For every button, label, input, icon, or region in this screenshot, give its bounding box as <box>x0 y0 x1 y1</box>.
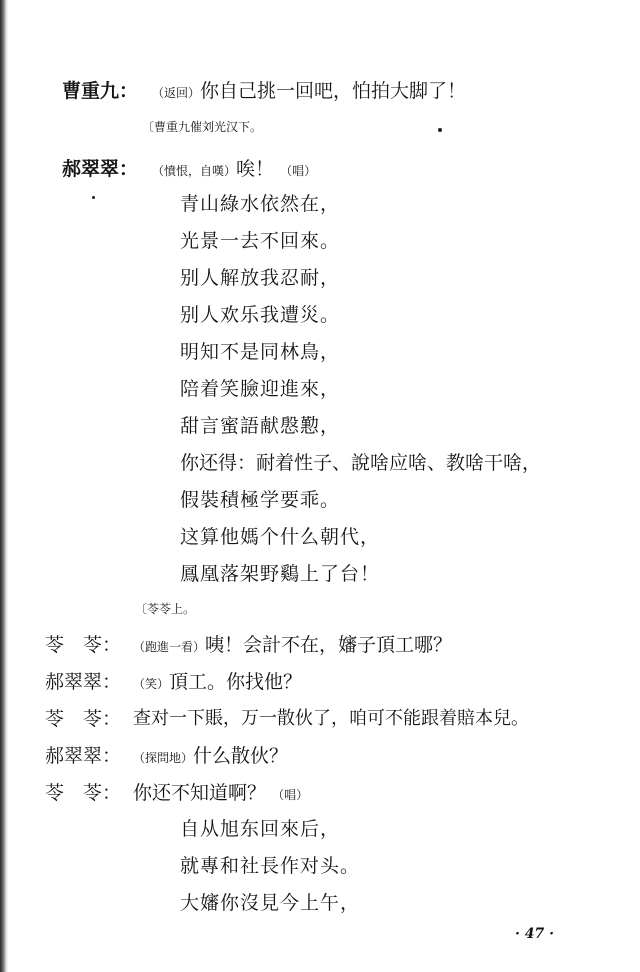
verse-line: 假裝積極学要乖。 <box>180 489 341 511</box>
verse-line: 大嬸你沒見今上午， <box>180 892 361 914</box>
verse-line: 别人欢乐我遭災。 <box>180 304 341 326</box>
stage-direction-tail: （唱） <box>280 164 317 178</box>
page-scan-edge <box>0 0 8 972</box>
speaker-name: 苓 苓： <box>45 634 122 656</box>
dialogue-text <box>133 741 288 768</box>
dialogue-text <box>152 76 466 103</box>
speech-text: 查对一下賬，万一散伙了，咱可不能跟着賠本兒。 <box>133 708 529 729</box>
stage-direction: （憤恨，自嘆） <box>152 164 237 178</box>
stage-note: 〔曹重九催刘光汉下。 <box>142 120 263 134</box>
verse-line: 甜言蜜語献慇懃， <box>180 415 341 437</box>
scan-speck <box>92 196 95 199</box>
verse-line: 就專和社長作对头。 <box>180 855 361 877</box>
stage-direction-tail: （唱） <box>272 788 309 802</box>
speech-text: 咦！会計不在，嬸子頂工哪？ <box>205 634 453 656</box>
speech-text: 你自己挑一回吧，怕拍大脚了！ <box>200 80 467 102</box>
verse-line: 你还得：耐着性子、說啥应啥、教啥干啥， <box>180 452 542 474</box>
page-number: · 47 · <box>515 926 554 942</box>
verse-line: 青山綠水依然在， <box>180 193 341 215</box>
speaker-name: 郝翠翠： <box>45 671 122 693</box>
speaker-name: 郝翠翠： <box>62 158 139 180</box>
verse-line: 自从旭东回來后， <box>180 818 341 840</box>
dialogue-text <box>133 778 308 805</box>
verse-line: 光景一去不回來。 <box>180 230 341 252</box>
speech-text: 頂工。你找他？ <box>169 671 303 693</box>
dialogue-text <box>133 630 452 657</box>
stage-direction: （探問地） <box>133 751 194 765</box>
speaker-name: 苓 苓： <box>45 782 122 804</box>
verse-line: 别人解放我忍耐， <box>180 267 341 289</box>
verse-line: 这算他媽个什么朝代， <box>180 526 381 548</box>
stage-note: 〔苓苓上。 <box>135 602 196 616</box>
speaker-name: 曹重九： <box>62 80 139 102</box>
verse-line: 陪着笑臉迎進來， <box>180 378 341 400</box>
dialogue-text <box>133 667 302 694</box>
speaker-name: 苓 苓： <box>45 708 122 730</box>
stage-direction: （笑） <box>133 677 170 691</box>
stage-direction: （跑進一看） <box>133 640 206 654</box>
speaker-name: 郝翠翠： <box>45 745 122 767</box>
speech-text: 你还不知道啊？ <box>133 782 267 804</box>
stage-direction: （返回） <box>152 86 201 100</box>
verse-line: 明知不是同林鳥， <box>180 341 341 363</box>
verse-line: 鳳凰落架野鷄上了台！ <box>180 563 381 585</box>
speech-text: 什么散伙？ <box>193 745 289 767</box>
dialogue-text <box>152 154 316 181</box>
speech-text: 唉！ <box>236 158 275 180</box>
scan-speck <box>438 128 442 132</box>
